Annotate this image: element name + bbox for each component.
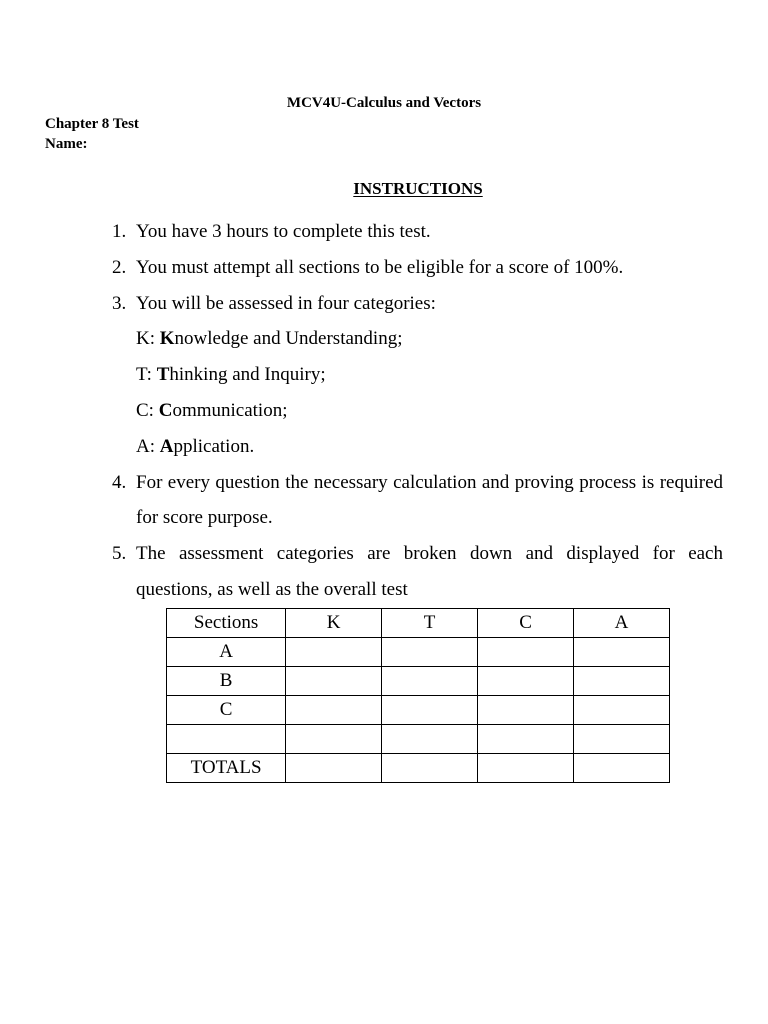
total-cell-c: [478, 754, 574, 783]
instruction-text: The assessment categories are broken down and displayed for each questions, as well as the overall test: [136, 543, 723, 600]
category-rest: ommunication;: [172, 399, 288, 421]
score-cell-a: [574, 725, 670, 754]
section-cell: [167, 725, 286, 754]
score-cell-t: [382, 667, 478, 696]
category-thinking: [112, 357, 723, 393]
category-prefix: T:: [136, 364, 157, 386]
instruction-number: 1.: [112, 221, 127, 242]
category-initial: K: [159, 328, 175, 350]
total-cell-k: [286, 754, 382, 783]
score-cell-t: [382, 696, 478, 725]
score-cell-t: [382, 638, 478, 667]
header-cell-t: T: [382, 609, 478, 638]
score-cell-c: [478, 638, 574, 667]
score-table-header-row: [167, 609, 670, 638]
instruction-item-1: [112, 214, 723, 250]
category-prefix: A:: [136, 435, 160, 457]
instruction-text: You must attempt all sections to be eligible for a score of 100%.: [136, 256, 624, 278]
instruction-text: You will be assessed in four categories:: [136, 292, 436, 314]
instruction-number: 2.: [112, 256, 127, 278]
score-table: [166, 608, 670, 783]
instruction-number: 3.: [112, 292, 127, 314]
score-cell-c: [478, 696, 574, 725]
score-cell-a: [574, 638, 670, 667]
score-cell-k: [286, 667, 382, 696]
category-prefix: C:: [136, 399, 159, 421]
score-cell-c: [478, 667, 574, 696]
totals-row: [167, 754, 670, 783]
instruction-item-3: [112, 286, 723, 322]
instructions-list: [112, 214, 723, 608]
instruction-item-2: [112, 250, 723, 286]
header-cell-k: K: [286, 609, 382, 638]
category-initial: C: [158, 399, 173, 421]
course-title: MCV4U-Calculus and Vectors: [286, 95, 482, 111]
category-application: [112, 429, 723, 465]
instructions-heading: INSTRUCTIONS: [353, 179, 483, 198]
score-cell-c: [478, 725, 574, 754]
header-cell-sections: Sections: [167, 609, 286, 638]
section-cell: A: [167, 638, 286, 667]
score-cell-a: [574, 696, 670, 725]
category-initial: A: [159, 435, 174, 457]
score-cell-k: [286, 696, 382, 725]
category-rest: nowledge and Understanding;: [174, 328, 403, 350]
instruction-number: 5.: [112, 543, 127, 565]
category-prefix: K:: [136, 328, 160, 350]
total-cell-t: [382, 754, 478, 783]
instruction-text: You have 3 hours to complete this test.: [136, 221, 431, 242]
instruction-item-5: [112, 536, 723, 608]
section-cell: C: [167, 696, 286, 725]
test-header: [45, 114, 139, 154]
category-initial: T: [156, 364, 170, 386]
category-knowledge: [112, 321, 723, 357]
score-cell-k: [286, 638, 382, 667]
name-label: Name:: [45, 136, 88, 152]
section-cell: B: [167, 667, 286, 696]
header-cell-c: C: [478, 609, 574, 638]
instruction-text: For every question the necessary calculation and proving process is required for score purpose.: [136, 471, 723, 529]
score-cell-k: [286, 725, 382, 754]
instruction-item-4: [112, 465, 723, 537]
chapter-title: Chapter 8 Test: [45, 116, 139, 132]
total-cell-a: [574, 754, 670, 783]
table-row: [167, 725, 670, 754]
category-rest: hinking and Inquiry;: [169, 364, 326, 386]
table-row: [167, 667, 670, 696]
table-row: [167, 696, 670, 725]
instruction-number: 4.: [112, 471, 127, 493]
table-row: [167, 638, 670, 667]
header-cell-a: A: [574, 609, 670, 638]
category-communication: [112, 393, 723, 429]
score-cell-a: [574, 667, 670, 696]
category-rest: pplication.: [173, 435, 255, 457]
totals-label: TOTALS: [167, 754, 286, 783]
score-cell-t: [382, 725, 478, 754]
